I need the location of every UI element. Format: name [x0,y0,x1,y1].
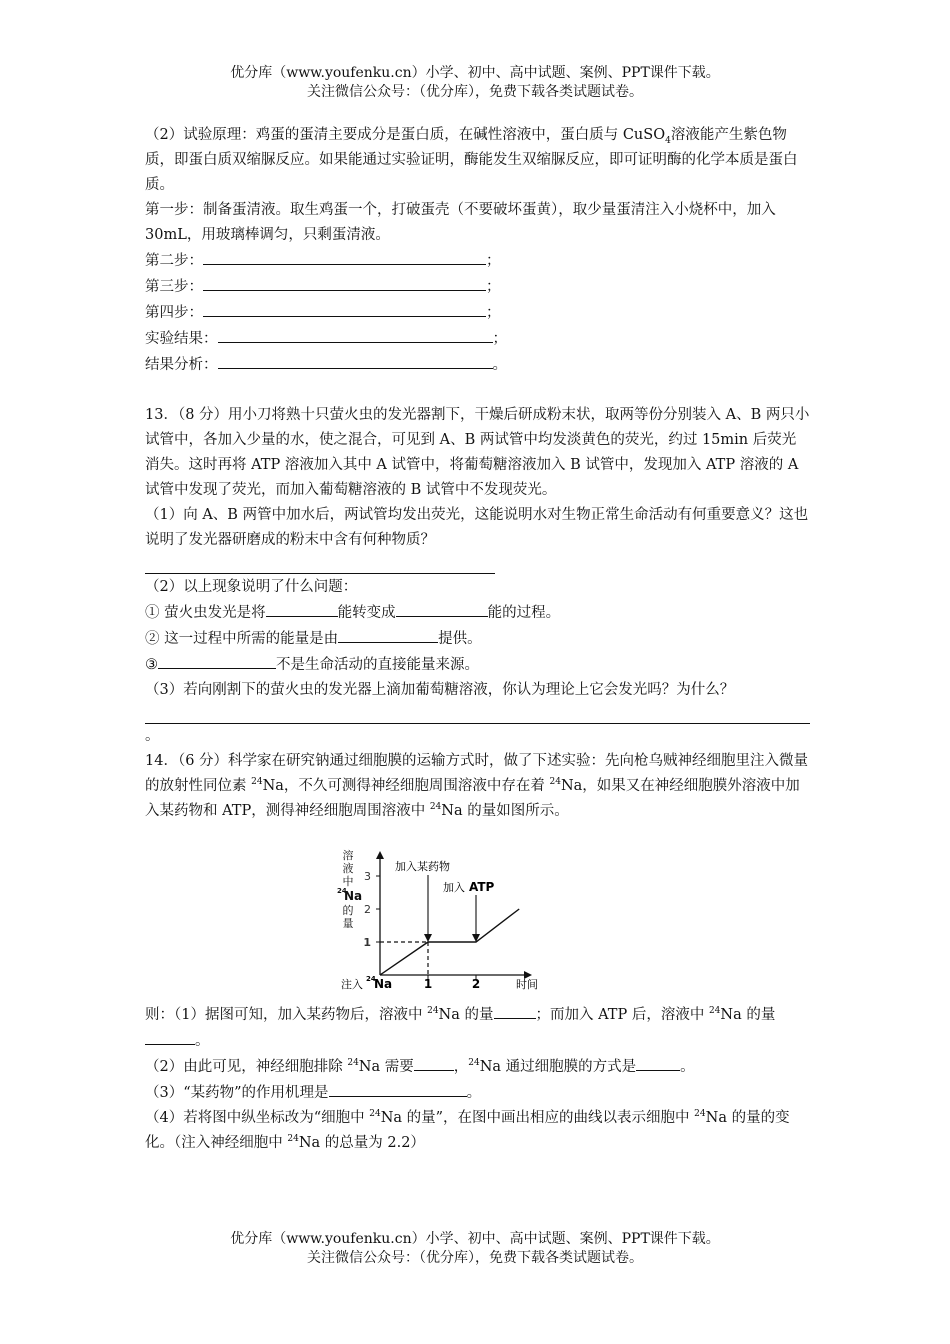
na-chart [335,845,545,995]
answer-blank[interactable] [203,300,486,317]
annotation-atp-a: 加入 [443,881,465,894]
answer-blank[interactable] [203,274,486,291]
y-tick-label: 2 [364,903,371,916]
x-tick-label: 1 [423,977,433,991]
annotation-atp-b: ATP [469,880,495,894]
main-content [145,123,810,1156]
data-series [380,909,519,975]
answer-line[interactable] [145,703,810,724]
answer-blank[interactable] [494,1002,536,1019]
q12-step2: 第二步： ； [145,248,810,274]
q13-sub2: （2）以上现象说明了什么问题： [145,579,358,595]
q13-item3: ③ 不是生命活动的直接能量来源。 [145,652,810,678]
y-axis-label [337,848,362,930]
origin-label-a: 注入 [341,978,363,991]
q13-end-period: 。 [145,728,160,744]
page-footer [0,1230,950,1268]
answer-blank[interactable] [338,626,438,643]
q13-item1: ① 萤火虫发光是将 能转变成 能的过程。 [145,600,810,626]
q12-principle: （2）试验原理：鸡蛋的蛋清主要成分是蛋白质，在碱性溶液中，蛋白质与 CuSO$_4$溶液能产生紫色物质，即蛋白质双缩脲反应。如果能通过实验证明，酶能发生双缩脲反应，即可证明酶的化学本质是蛋白质。 [145,127,798,193]
answer-blank[interactable] [329,1080,467,1097]
q12-result: 实验结果： ； [145,326,810,352]
answer-blank[interactable] [158,652,276,669]
y-label-char: 溶 [342,849,354,862]
y-label-char: 液 [342,862,354,875]
annotation-drug: 加入某药物 [395,860,450,873]
answer-blank[interactable] [218,352,493,369]
header-line-2: 关注微信公众号：（优分库），免费下载各类试题试卷。 [307,84,643,100]
answer-blank[interactable] [218,326,493,343]
origin-label-na: Na [374,977,393,991]
origin-label-iso: 24 [366,975,376,983]
page-header [0,64,950,102]
answer-blank[interactable] [396,600,488,617]
y-tick-label: 1 [363,936,371,949]
answer-blank[interactable] [636,1054,680,1071]
answer-blank[interactable] [414,1054,454,1071]
answer-blank[interactable] [266,600,338,617]
footer-line-2: 关注微信公众号：（优分库），免费下载各类试题试卷。 [307,1250,643,1266]
q14-answer-2: （2）由此可见，神经细胞排除 $^{24}$Na 需要 ，$^{24}$Na 通过细胞膜的方式是 。 [145,1054,810,1080]
y-label-char: 量 [342,917,354,930]
y-label-na: Na [344,889,363,903]
answer-blank[interactable] [203,248,486,265]
q14-answer-3: （3）“某药物”的作用机理是 。 [145,1080,810,1106]
footer-line-1: 优分库（www.youfenku.cn）小学、初中、高中试题、案例、PPT课件下载。 [230,1231,720,1247]
q12-step3: 第三步： ； [145,274,810,300]
q13-stem: 13．（8 分）用小刀将熟十只萤火虫的发光器割下，干燥后研成粉末状，取两等份分别装入 A、B 两只小试管中，各加入少量的水，使之混合，可见到 A、B 两试管中均发淡黄色的荧光，约过 15min 后荧光消失。这时再将 ATP 溶液加入其中 A 试管中，将葡萄糖溶液加入 B 试管中，发现加入 ATP 溶液的 A 试管中发现了荧光，而加入葡萄糖溶液的 B 试管中不发现荧光。 [145,407,810,498]
y-label-char: 的 [342,904,354,917]
header-line-1: 优分库（www.youfenku.cn）小学、初中、高中试题、案例、PPT课件下载。 [230,65,720,81]
x-axis-label: 时间 [516,978,538,991]
y-label-iso: 24 [337,887,347,895]
x-tick-label: 2 [471,977,481,991]
q13-item2: ② 这一过程中所需的能量是由 提供。 [145,626,810,652]
q12-step4: 第四步： ； [145,300,810,326]
q12-analysis: 结果分析： 。 [145,352,810,378]
series-line [380,909,519,975]
q13-sub1: （1）向 A、B 两管中加水后，两试管均发出荧光，这能说明水对生物正常生命活动有何重要意义？这也说明了发光器研磨成的粉末中含有何种物质？ [145,507,809,548]
y-tick-label: 3 [364,870,371,883]
y-label-char: 中 [342,875,354,888]
answer-blank[interactable] [145,1028,195,1045]
q14-answer-4: （4）若将图中纵坐标改为“细胞中 $^{24}$Na 的量”，在图中画出相应的曲线以表示细胞中 $^{24}$Na 的量的变化。（注入神经细胞中 $^{24}$Na 的总量为 2.2） [145,1109,790,1151]
answer-line[interactable] [145,553,495,574]
q14-answer-1: 则：（1）据图可知，加入某药物后，溶液中 $^{24}$Na 的量 ；而加入 ATP 后，溶液中 $^{24}$Na 的量。 [145,1002,810,1054]
q12-step1: 第一步：制备蛋清液。取生鸡蛋一个，打破蛋壳（不要破坏蛋黄），取少量蛋清注入小烧杯中，加入 30mL，用玻璃棒调匀，只剩蛋清液。 [145,202,776,243]
q13-sub3: （3）若向刚割下的萤火虫的发光器上滴加葡萄糖溶液，你认为理论上它会发光吗？为什么？ [145,682,735,698]
q14-stem: 14．（6 分）科学家在研究钠通过细胞膜的运输方式时，做了下述实验：先向枪乌贼神经细胞里注入微量的放射性同位素 $^{24}$Na，不久可测得神经细胞周围溶液中存在着 $^{24}$Na，如果又在神经细胞膜外溶液中加入某药物和 ATP，测得神经细胞周围溶液中 $^{24}$Na 的量如图所示。 [145,753,809,819]
